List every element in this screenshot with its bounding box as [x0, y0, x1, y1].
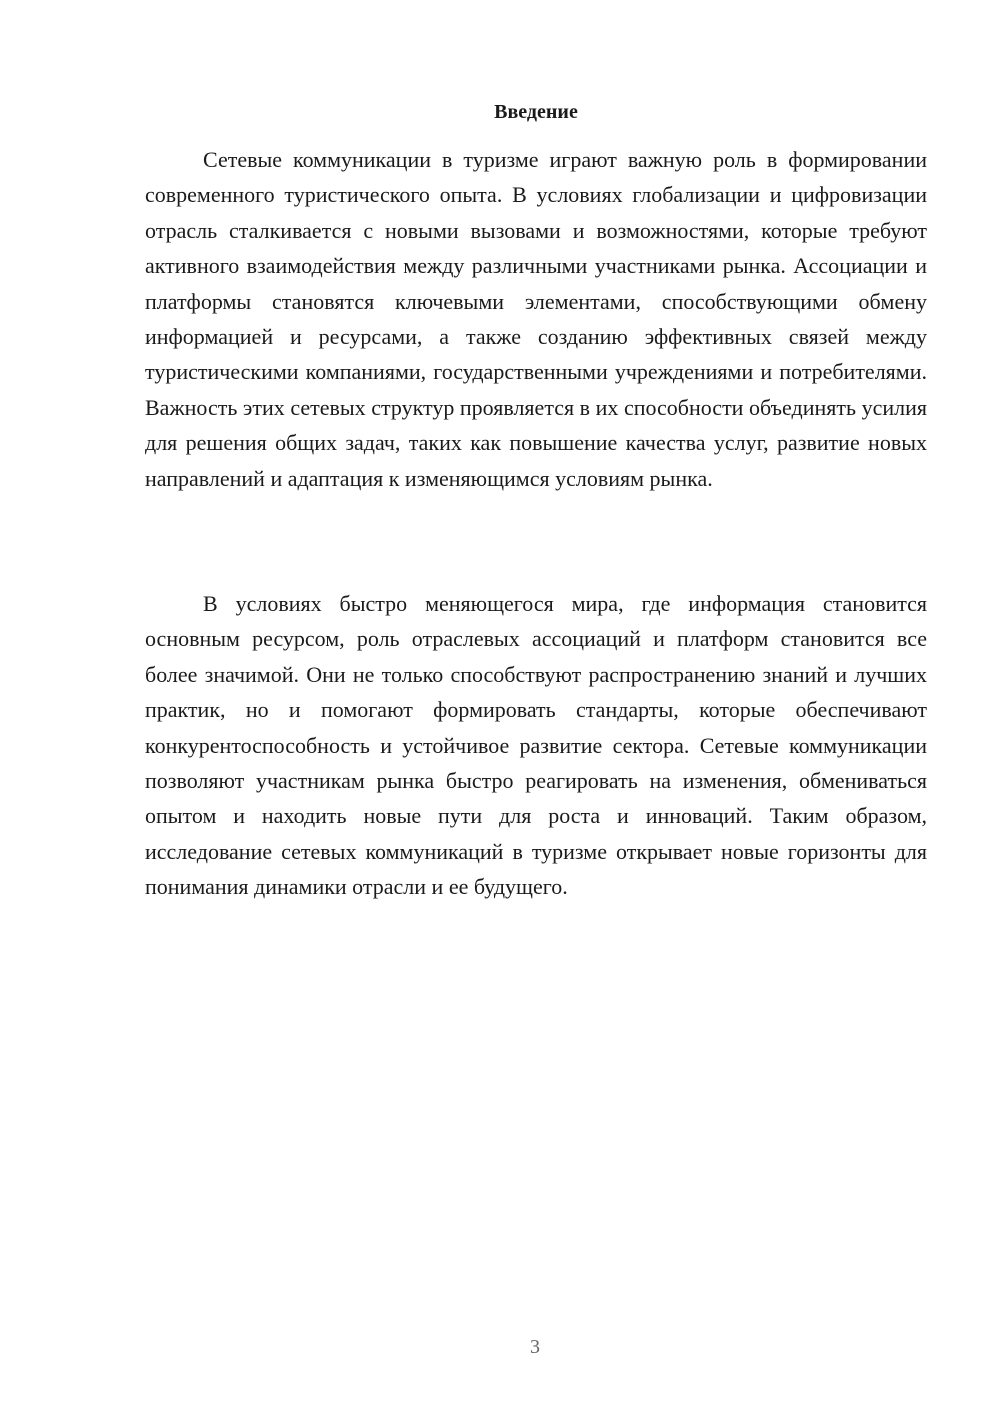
paragraph-2: В условиях быстро меняющегося мира, где информация становится основным ресурсом, роль отраслевых ассоциаций и платформ становится все более значимой. Они не только способствуют распространению знаний и лучших практик, но и помогают формировать стандарты, которые обеспечивают конкурентоспособность и устойчивое развитие сектора. Сетевые коммуникации позволяют участникам рынка быстро реагировать на изменения, обмениваться опытом и находить новые пути для роста и инноваций. Таким образом, исследование сетевых коммуникаций в туризме открывает новые горизонты для понимания динамики отрасли и ее будущего.	[145, 591, 927, 900]
paragraph-1: Сетевые коммуникации в туризме играют важную роль в формировании современного туристического опыта. В условиях глобализации и цифровизации отрасль сталкивается с новыми вызовами и возможностями, которые требуют активного взаимодействия между различными участниками рынка. Ассоциации и платформы становятся ключевыми элементами, способствующими обмену информацией и ресурсами, а также созданию эффективных связей между туристическими компаниями, государственными учреждениями и потребителями. Важность этих сетевых структур проявляется в их способности объединять усилия для решения общих задач, таких как повышение качества услуг, развитие новых направлений и адаптация к изменяющимся условиям рынка.	[145, 147, 927, 491]
page-number: 3	[530, 1336, 540, 1358]
section-heading: Введение	[494, 101, 578, 123]
